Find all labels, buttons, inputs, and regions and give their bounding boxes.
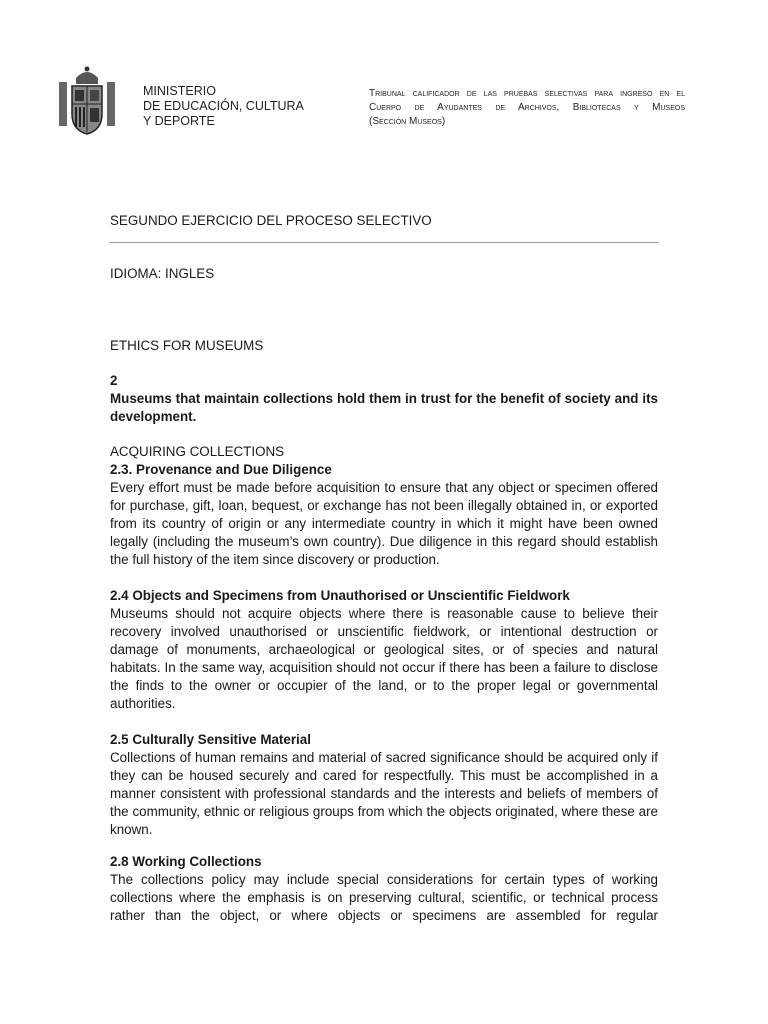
language-label: IDIOMA: INGLES [110,266,215,281]
section-2-3 [110,461,658,569]
divider [110,242,658,243]
ministry-line: DE EDUCACIÓN, CULTURA [143,99,304,113]
section-heading: 2.5 Culturally Sensitive Material [110,732,311,747]
section-heading: 2.3. Provenance and Due Diligence [110,462,332,477]
principle-number: 2 [110,373,118,388]
tribunal-line: Tribunal calificador de las pruebas selectivas para ingreso en el [369,88,685,99]
principle-text: Museums that maintain collections hold them in trust for the benefit of society and its development. [110,391,658,424]
subject-title: ETHICS FOR MUSEUMS [110,338,264,353]
section-2-4 [110,587,658,713]
section-2-8 [110,853,658,925]
tribunal-line: (Sección Museos) [369,116,446,127]
section-body: Every effort must be made before acquisition to ensure that any object or specimen offered for purchase, gift, loan, bequest, or exchange has not been illegally obtained in, or exported from its country of origin or any intermediate country in which it might have been owned legally (including the museum’s own country). Due diligence in this regard should establish the full history of the item since discovery or production. [110,480,658,567]
section-2-5 [110,731,658,839]
tribunal-header [369,87,685,129]
ministry-name [143,84,304,129]
exam-title: SEGUNDO EJERCICIO DEL PROCESO SELECTIVO [110,213,432,228]
section-body: Collections of human remains and material of sacred significance should be acquired only if they can be housed securely and cared for respectfully. This must be accomplished in a manner consistent with professional standards and the interests and beliefs of members of the community, ethnic or religious groups from which the objects originated, where these are known. [110,750,658,837]
section-body: The collections policy may include special considerations for certain types of working collections where the emphasis is on preserving cultural, scientific, or technical process rather than the object, or where objects or specimens are assembled for regular [110,872,658,923]
section-body: Museums should not acquire objects where there is reasonable cause to believe their recovery involved unauthorised or unscientific fieldwork, or intentional destruction or damage of monuments, archaeological or geological sites, or of species and natural habitats. In the same way, acquisition should not occur if there has been a failure to disclose the finds to the owner or occupier of the land, or to the proper legal or governmental authorities. [110,606,658,711]
section-heading: 2.8 Working Collections [110,854,262,869]
ministry-line: Y DEPORTE [143,114,215,128]
tribunal-line: Cuerpo de Ayudantes de Archivos, Bibliotecas y Museos [369,102,685,113]
section-heading: 2.4 Objects and Specimens from Unauthorised or Unscientific Fieldwork [110,588,570,603]
spanish-coat-of-arms-logo [56,64,118,138]
ministry-line: MINISTERIO [143,84,216,98]
section-heading: ACQUIRING COLLECTIONS [110,444,285,459]
